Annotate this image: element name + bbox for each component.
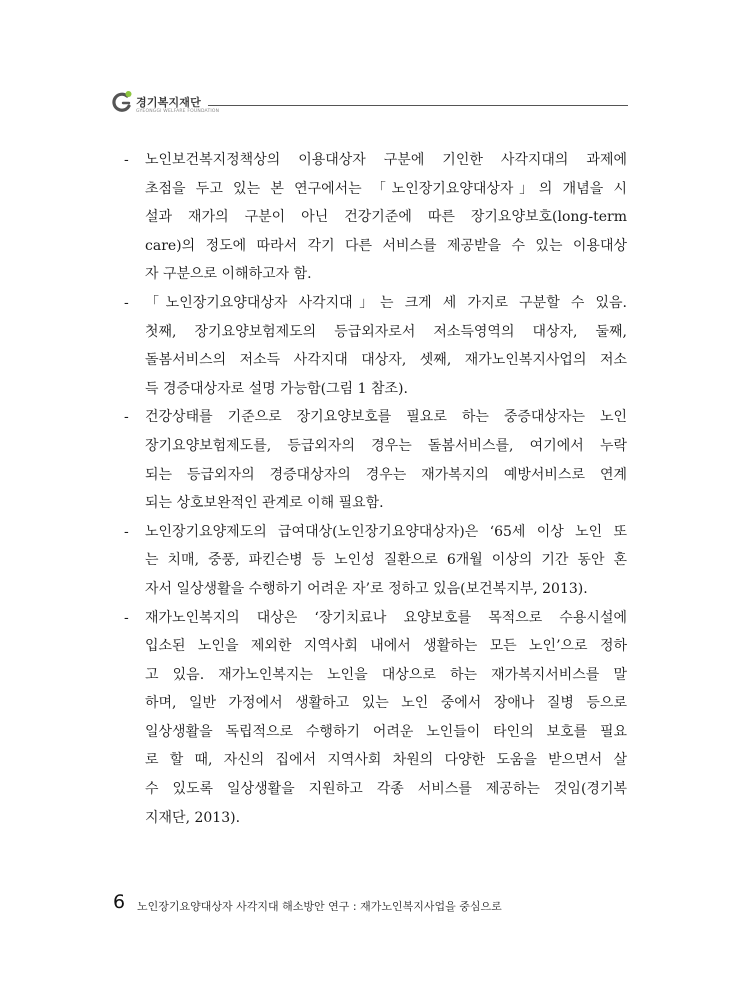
bullet-marker: - [124,409,129,426]
foundation-logo-icon [112,90,134,114]
org-name: 경기복지재단 [136,96,201,109]
text-line: 노인장기요양제도의 급여대상(노인장기요양대상자)은 ‘65세 이상 노인 또 [145,523,627,540]
bullet-paragraph [124,403,627,517]
text-line: 「노인장기요양대상자 사각지대」는 크게 세 가지로 구분할 수 있음. [145,294,627,311]
text-line: 재가노인복지의 대상은 ‘장기치료나 요양보호를 목적으로 수용시설에 [145,609,627,626]
text-line: 수 있도록 일상생활을 지원하고 각종 서비스를 제공하는 것임(경기복 [145,781,627,798]
bullet-paragraph [124,289,627,403]
text-line: 고 있음. 재가노인복지는 노인을 대상으로 하는 재가복지서비스를 말 [145,666,627,683]
text-line: 초점을 두고 있는 본 연구에서는 「노인장기요양대상자」의 개념을 시 [145,180,627,197]
bullet-marker: - [124,523,129,540]
text-line: 첫째, 장기요양보험제도의 등급외자로서 저소득영역의 대상자, 둘째, [145,323,627,340]
text-line: 노인보건복지정책상의 이용대상자 구분에 기인한 사각지대의 과제에 [145,152,627,168]
text-line: 는 치매, 중풍, 파킨슨병 등 노인성 질환으로 6개월 이상의 기간 동안 혼 [145,552,627,569]
text-line: 로 할 때, 자신의 집에서 지역사회 차원의 다양한 도움을 받으면서 살 [145,752,627,769]
bullet-marker: - [124,294,129,311]
text-line: 설과 재가의 구분이 아닌 건강기준에 따른 장기요양보호(long-term [145,209,627,226]
text-line: 되는 등급외자의 경증대상자의 경우는 재가복지의 예방서비스로 연계 [145,466,627,483]
bullet-paragraph [124,518,627,604]
page-header [112,88,628,122]
bullet-marker: - [124,609,129,626]
text-line: 일상생활을 독립적으로 수행하기 어려운 노인들이 타인의 보호를 필요 [145,723,627,740]
text-line: care)의 정도에 따라서 각기 다른 서비스를 제공받을 수 있는 이용대상 [145,237,627,254]
text-line: 하며, 일반 가정에서 생활하고 있는 노인 중에서 장애나 질병 등으로 [145,695,627,712]
text-line: 자서 일상생활을 수행하기 어려운 자’로 정하고 있음(보건복지부, 2013). [145,580,588,597]
text-line: 건강상태를 기준으로 장기요양보호를 필요로 하는 중증대상자는 노인 [145,409,627,426]
bullet-marker: - [124,152,129,168]
bullet-paragraph [124,604,627,833]
header-divider [208,105,628,106]
body-text [124,146,627,832]
text-line: 입소된 노인을 제외한 지역사회 내에서 생활하는 모든 노인’으로 정하 [145,638,627,655]
text-line: 자 구분으로 이해하고자 함. [145,266,312,283]
page-footer [113,891,633,919]
bullet-paragraph [124,146,627,289]
text-line: 돌봄서비스의 저소득 사각지대 대상자, 셋째, 재가노인복지사업의 저소 [145,352,627,369]
page-number: 6 [113,891,126,913]
text-line: 득 경증대상자로 설명 가능함(그림 1 참조). [145,380,408,397]
text-line: 장기요양보험제도를, 등급외자의 경우는 돌봄서비스를, 여기에서 누락 [145,437,627,454]
text-line: 지재단, 2013). [145,809,241,826]
running-title: 노인장기요양대상자 사각지대 해소방안 연구 : 재가노인복지사업을 중심으로 [137,900,502,913]
text-line: 되는 상호보완적인 관계로 이해 필요함. [145,495,384,512]
org-subtitle: GYEONGGI WELFARE FOUNDATION [136,109,220,114]
